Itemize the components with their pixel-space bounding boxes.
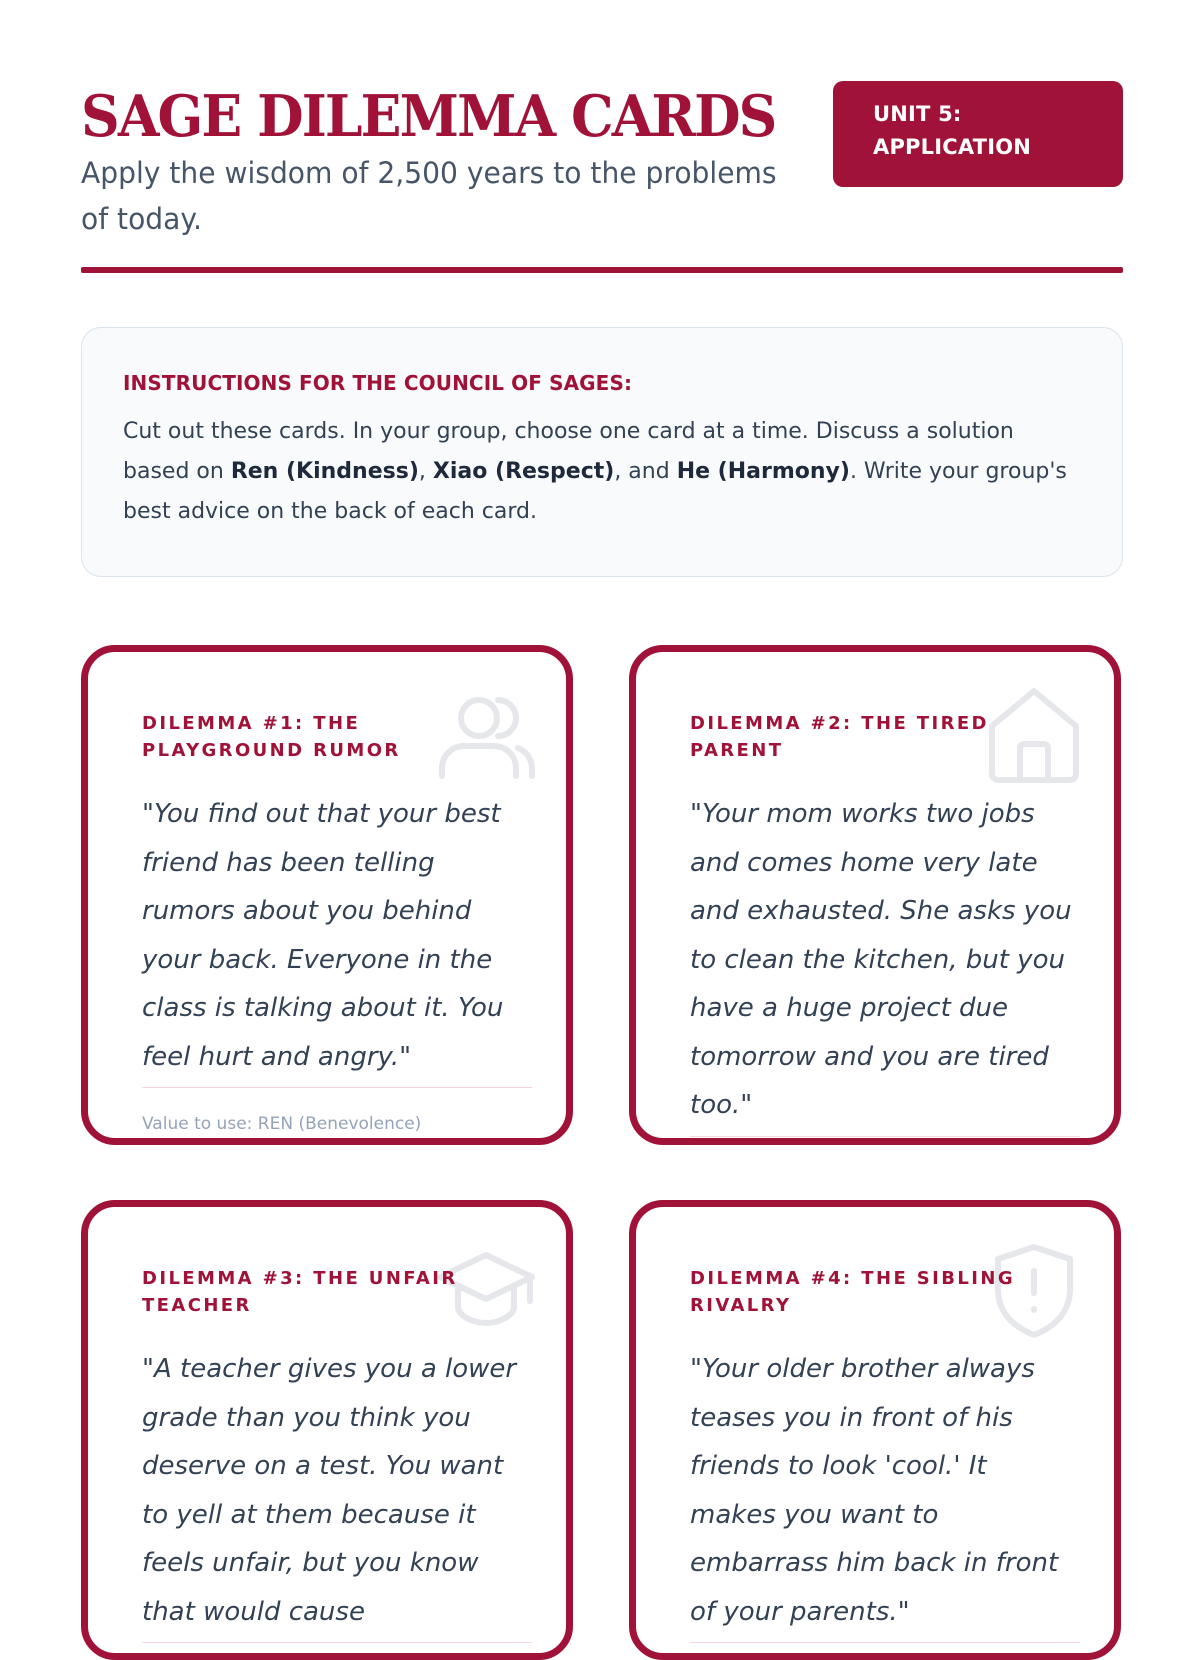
card-heading: DILEMMA #3: THE UNFAIR TEACHER — [142, 1268, 458, 1316]
card-scenario-text: "You find out that your best friend has been telling rumors about you behind your back. Everyone in the class is talking about it. You feel hurt and angry." — [142, 790, 532, 1088]
page-title: SAGE DILEMMA CARDS — [81, 83, 776, 150]
card-scenario-text: "Your mom works two jobs and comes home very late and exhausted. She asks you to clean the kitchen, but you have a huge project due tomorrow and you are tired too." — [690, 790, 1080, 1137]
card-scenario-text: "Your older brother always teases you in front of his friends to look 'cool.' It makes you want to embarrass him back in front of your parents." — [690, 1345, 1080, 1643]
instructions-text-part: . Write your group's best advice on the back of each card. — [123, 459, 1067, 524]
value-ren: Ren (Kindness) — [230, 459, 419, 484]
worksheet-page — [81, 0, 1123, 1627]
card-heading: DILEMMA #1: THE PLAYGROUND RUMOR — [142, 713, 401, 761]
header-divider — [81, 267, 1123, 273]
instructions-heading: INSTRUCTIONS FOR THE COUNCIL OF SAGES: — [123, 371, 633, 395]
instructions-separator: , and — [614, 459, 677, 484]
dilemma-card — [629, 1200, 1121, 1660]
dilemma-card — [81, 1200, 573, 1660]
instructions-box — [81, 327, 1123, 577]
value-he: He (Harmony) — [676, 459, 850, 484]
dilemma-card — [81, 645, 573, 1145]
card-value-hint: Value to use: REN (Benevolence) — [142, 1114, 422, 1134]
page-subtitle: Apply the wisdom of 2,500 years to the problems of today. — [81, 156, 777, 236]
card-scenario-text: "A teacher gives you a lower grade than you think you deserve on a test. You want to yell at them because it feels unfair, but you know that would cause — [142, 1345, 532, 1643]
card-heading: DILEMMA #4: THE SIBLING RIVALRY — [690, 1268, 1015, 1316]
instructions-text-part: Cut out these cards. In your group, choose one card at a time. Discuss a solution based on — [123, 419, 1014, 484]
instructions-separator: , — [418, 459, 433, 484]
card-heading: DILEMMA #2: THE TIRED PARENT — [690, 713, 989, 761]
unit-badge: UNIT 5: APPLICATION — [833, 81, 1123, 187]
instructions-text — [123, 412, 1082, 532]
page-header — [81, 81, 1123, 279]
value-xiao: Xiao (Respect) — [432, 459, 615, 484]
dilemma-card — [629, 645, 1121, 1145]
